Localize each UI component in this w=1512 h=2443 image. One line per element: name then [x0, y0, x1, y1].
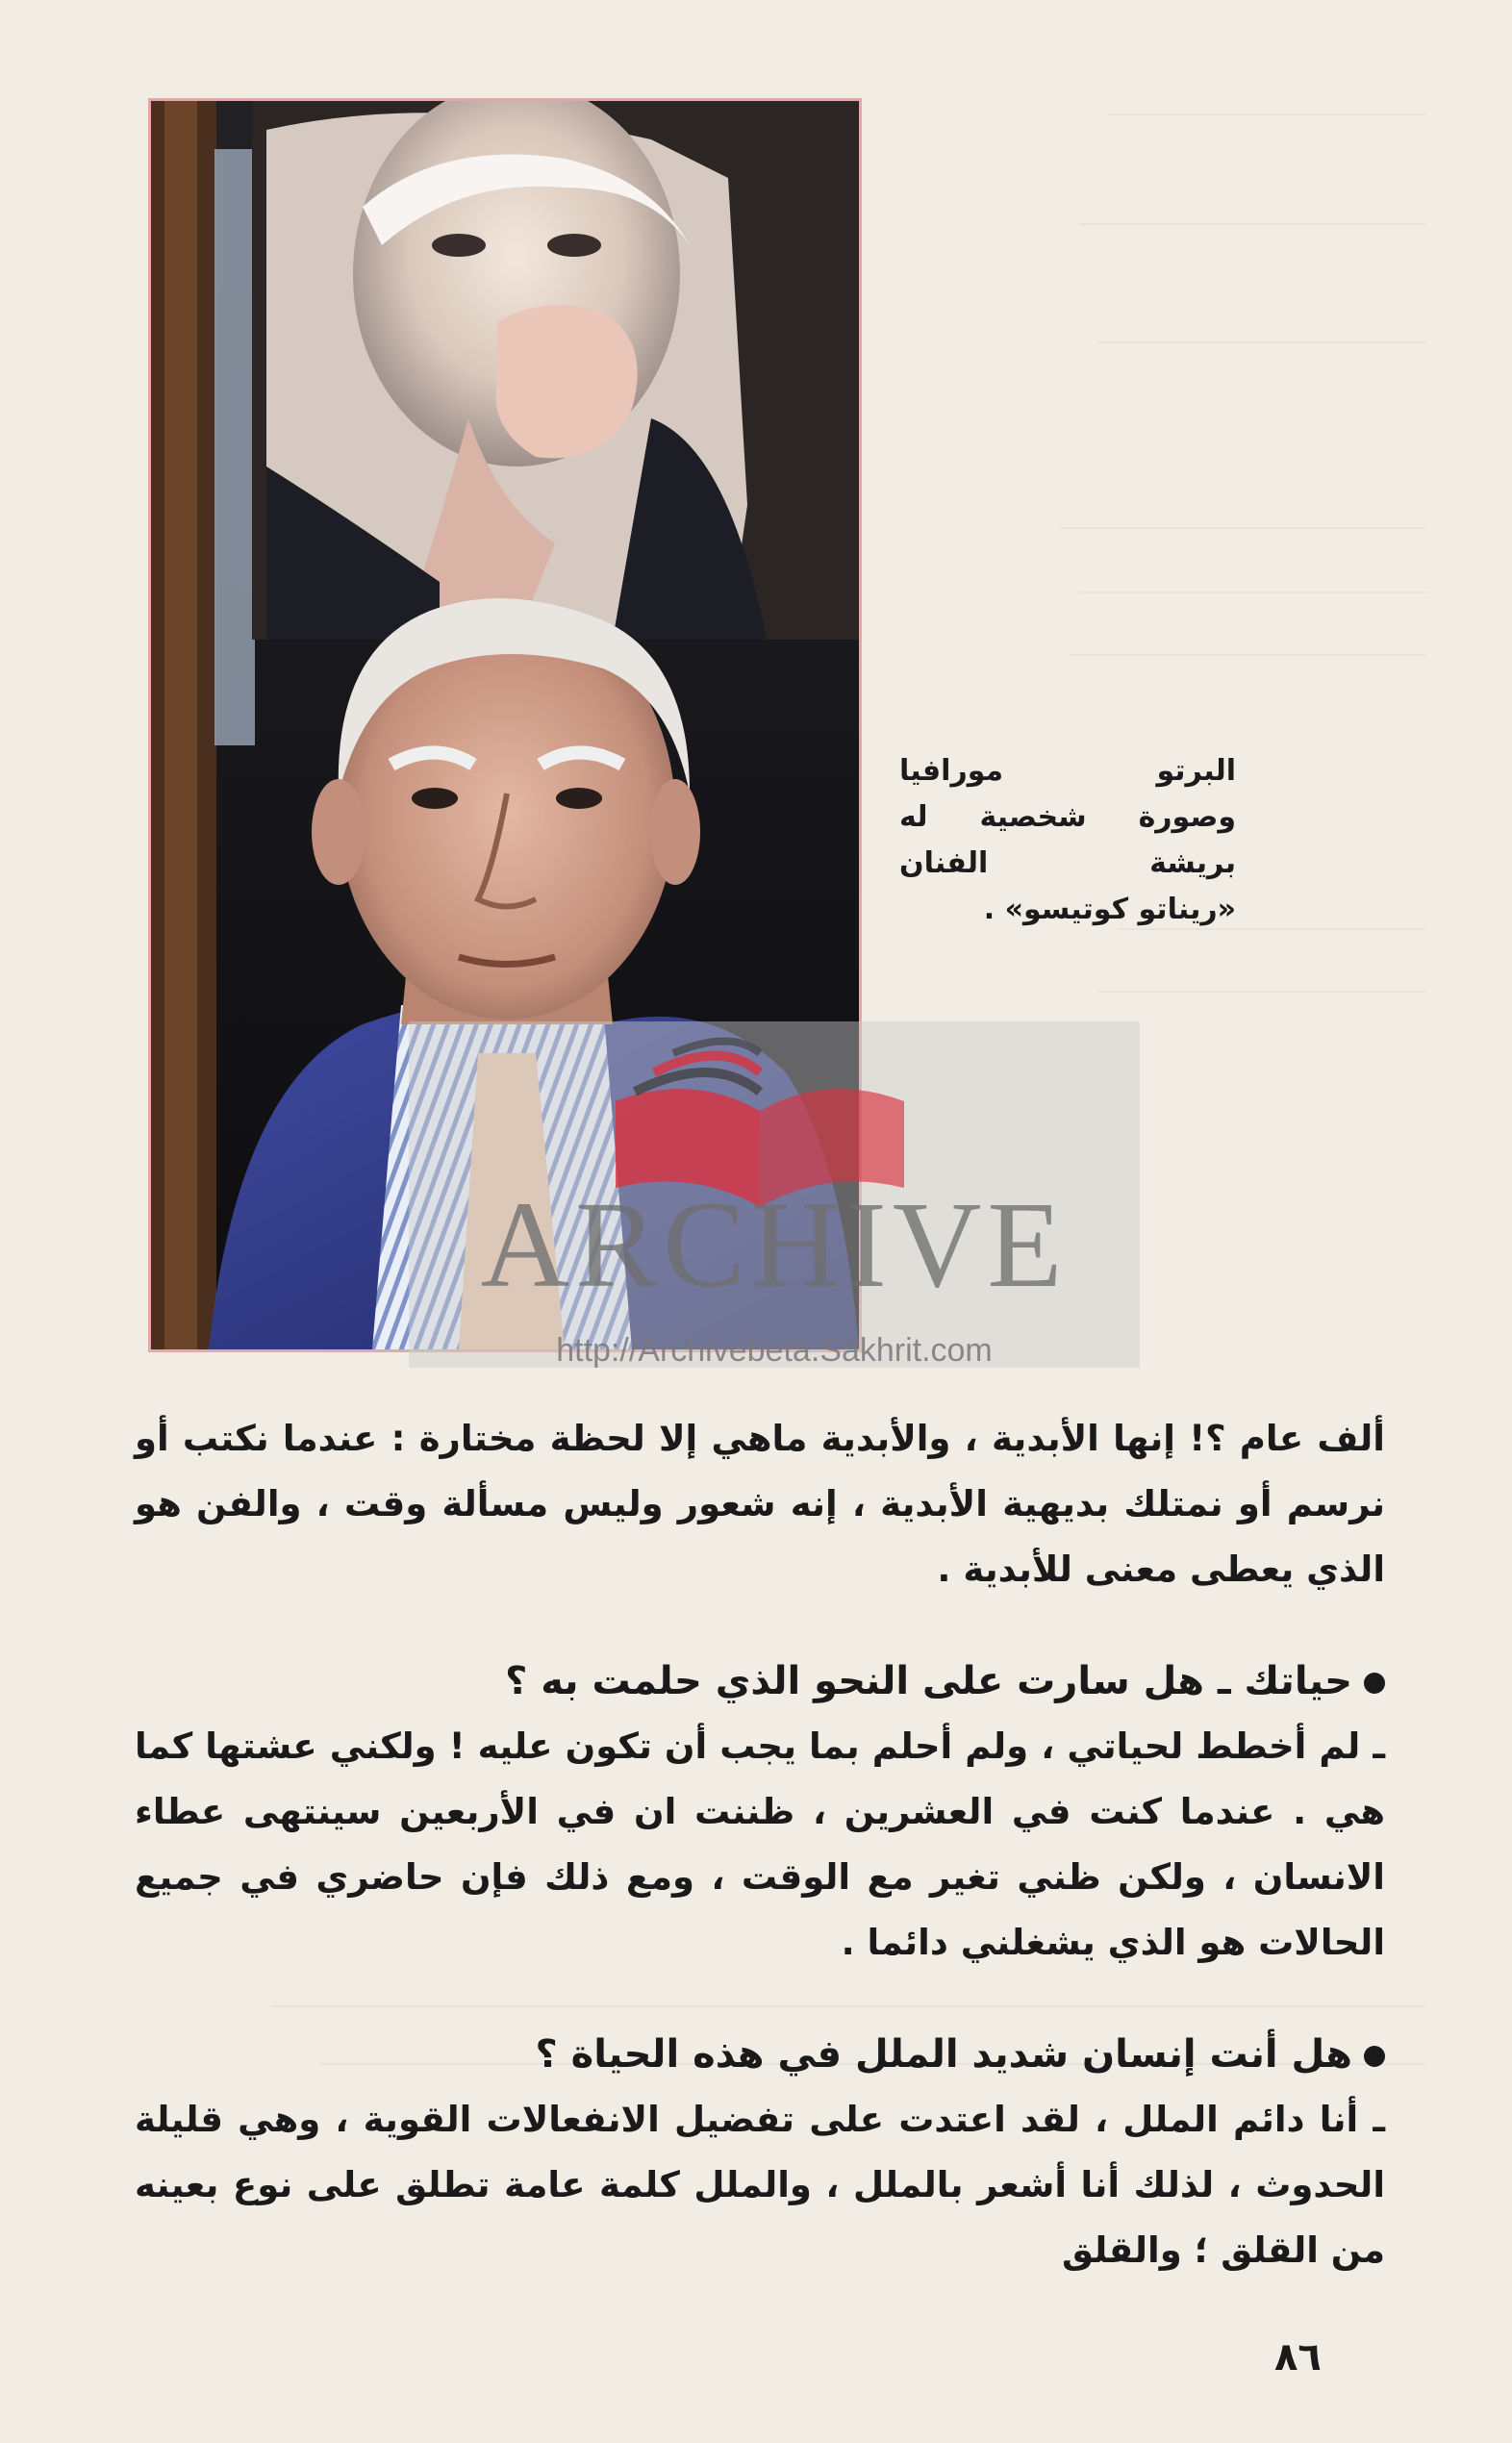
page-number: ٨٦ — [1274, 2335, 1322, 2380]
show-through-line — [1079, 223, 1425, 225]
show-through-line — [1108, 113, 1425, 115]
caption-line: وصورة شخصية له — [899, 800, 1236, 834]
show-through-line — [1098, 991, 1425, 993]
question-2-text: هل أنت إنسان شديد الملل في هذه الحياة ؟ — [535, 2032, 1352, 2077]
show-through-line — [1098, 341, 1425, 343]
photo-caption — [899, 748, 1236, 933]
archive-watermark-word: ARCHIVE — [480, 1176, 1069, 1313]
caption-line: «ريناتو كوتيسو» . — [983, 893, 1236, 926]
show-through-line — [1060, 527, 1425, 529]
archive-watermark-url: http://Archivebeta.Sakhrit.com — [556, 1332, 993, 1369]
caption-line: بريشة الفنان — [899, 846, 1236, 880]
caption-line: البرتو مورافيا — [899, 754, 1236, 788]
answer-1: ـ لم أخطط لحياتي ، ولم أحلم بما يجب أن تكون عليه ! ولكني عشتها كما هي . عندما كنت في العشرين ، ظننت ان في الأربعين سينتهى عطاء الانسان ، ولكن ظني تغير مع الوقت ، ومع ذلك فإن حاضري في جميع الحالات هو الذي يشغلني دائما . — [135, 1725, 1385, 1963]
article-body — [135, 1406, 1385, 2330]
show-through-line — [1070, 654, 1425, 656]
bullet-icon — [1364, 2046, 1385, 2067]
question-2 — [135, 2022, 1385, 2087]
bullet-icon — [1364, 1673, 1385, 1694]
question-1-text: حياتك ـ هل سارت على النحو الذي حلمت به ؟ — [505, 1659, 1352, 1703]
answer-2: ـ أنا دائم الملل ، لقد اعتدت على تفضيل الانفعالات القوية ، وهي قليلة الحدوث ، لذلك أنا أشعر بالملل ، والملل كلمة عامة تطلق على نوع بعينه من القلق ؛ والقلق — [135, 2099, 1385, 2271]
question-1 — [135, 1649, 1385, 1714]
paragraph-intro: ألف عام ؟! إنها الأبدية ، والأبدية ماهي إلا لحظة مختارة : عندما نكتب أو نرسم أو نمتلك بديهية الأبدية ، إنه شعور وليس مسألة وقت ، والفن هو الذي يعطى معنى للأبدية . — [135, 1418, 1385, 1590]
show-through-line — [1079, 592, 1425, 593]
